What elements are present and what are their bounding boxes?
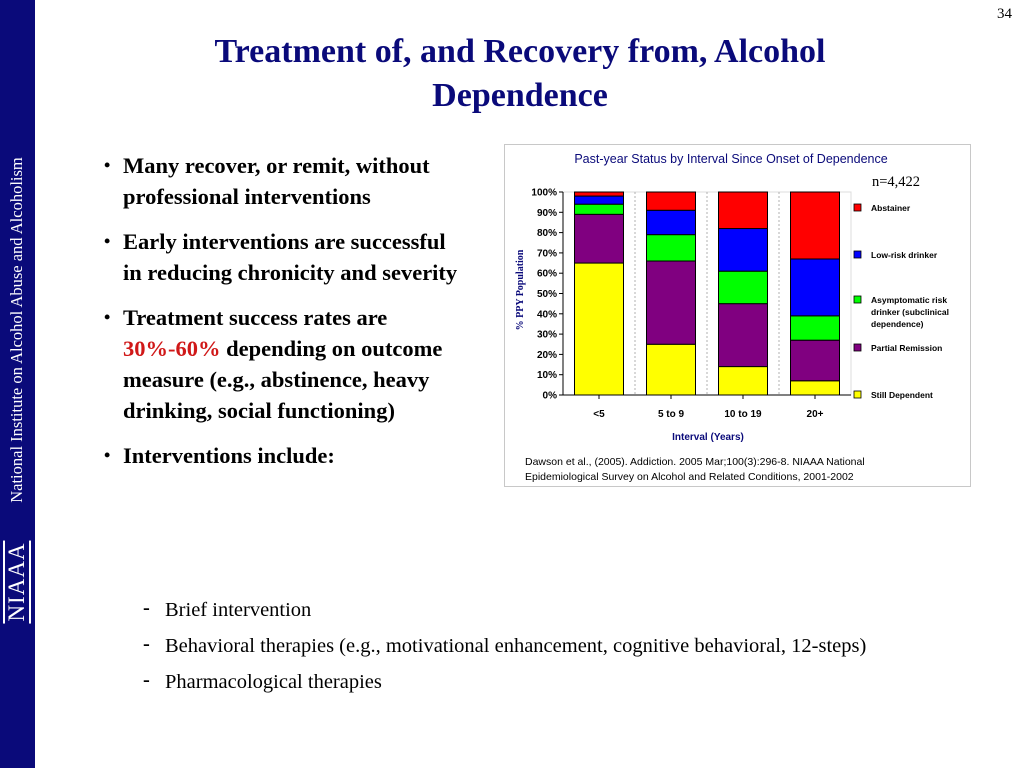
title-line-1: Treatment of, and Recovery from, Alcohol [214,33,826,70]
bar-segment [575,204,624,214]
bullet-dot-icon: • [104,155,111,175]
legend-swatch [854,251,861,258]
y-tick-label: 50% [536,289,557,300]
intervention-item [143,632,993,661]
bullet-item [100,302,470,426]
bullet-text-post: depending on outcome measure (e.g., abstinence, heavy drinking, social functioning) [123,336,443,423]
bar-segment [719,367,768,395]
bar-segment [791,340,840,381]
y-tick-label: 0% [542,390,557,402]
y-tick-label: 60% [536,268,557,280]
intervention-item [143,668,993,697]
dash-icon: - [143,633,150,655]
x-tick-label: 10 to 19 [724,409,762,420]
dash-icon: - [143,669,150,691]
x-tick-label: 5 to 9 [657,409,685,420]
bar-segment [719,192,768,229]
bar-segment [719,271,768,303]
bullet-text: Early interventions are successful in reducing chronicity and severity [123,229,458,285]
bar-segment [647,235,696,261]
bullet-dot-icon: • [104,231,111,251]
y-tick-label: 100% [531,187,557,199]
y-tick-label: 20% [536,349,557,361]
bullet-dot-icon: • [104,307,111,327]
title-line-2: Dependence [432,77,608,114]
bullet-item [100,150,470,212]
bullet-item [100,226,470,288]
bar-segment [647,210,696,234]
intervention-text: Brief intervention [165,599,312,621]
bar-segment [575,214,624,263]
y-tick-label: 80% [536,228,557,240]
slide-number: 34 [997,6,1012,22]
bullet-text-pre: Treatment success rates are [123,305,388,330]
citation [525,455,965,485]
legend-swatch [854,204,861,211]
success-rate-highlight: 30%-60% [123,336,221,361]
legend-swatch [854,344,861,351]
bar-segment [647,344,696,395]
citation-line-1: Dawson et al., (2005). Addiction. 2005 Mar;100(3):296-8. NIAAA National [525,456,865,468]
legend-label: drinker (subclinical [871,307,949,317]
bar-segment [575,192,624,196]
x-tick-label: <5 [593,409,605,420]
dash-icon: - [143,597,150,619]
bullet-item [100,440,470,471]
bullet-dot-icon: • [104,445,111,465]
chart-panel [504,144,971,487]
intervention-text: Pharmacological therapies [165,671,382,693]
legend-label: dependence) [871,319,924,329]
slide-title [60,30,980,118]
y-tick-label: 90% [536,207,557,219]
bar-segment [791,259,840,316]
y-tick-label: 70% [536,248,557,260]
bar-segment [791,381,840,395]
intervention-list [143,596,993,704]
x-tick-label: 20+ [806,409,824,420]
chart-legend [854,203,949,400]
organization-name: National Institute on Alcohol Abuse and Alcoholism [7,157,26,503]
stacked-bar-chart [505,145,970,450]
intervention-item [143,596,993,625]
y-tick-label: 10% [536,370,557,382]
sidebar [0,0,35,768]
bar-segment [791,192,840,259]
bullet-text: Interventions include: [123,443,335,468]
legend-label: Asymptomatic risk [871,295,948,305]
legend-label: Abstainer [871,203,911,213]
intervention-text: Behavioral therapies (e.g., motivational enhancement, cognitive behavioral, 12-steps) [165,635,867,657]
bar-segment [647,192,696,210]
y-axis-label: % PPY Population [515,249,526,331]
chart-title: Past-year Status by Interval Since Onset of Dependence [574,152,888,166]
bullet-text: Many recover, or remit, without professional interventions [123,153,430,209]
bar-segment [647,261,696,344]
sample-size-annotation: n=4,422 [871,174,920,190]
y-tick-label: 30% [536,329,557,341]
niaaa-logo: NIAAA [4,542,29,622]
legend-label: Still Dependent [871,390,933,400]
x-axis-label: Interval (Years) [672,432,744,443]
bar-segment [719,304,768,367]
legend-swatch [854,296,861,303]
bullet-list [100,150,470,485]
bar-segment [575,196,624,204]
bar-segment [719,229,768,272]
legend-swatch [854,391,861,398]
bar-segment [575,263,624,395]
citation-line-2: Epidemiological Survey on Alcohol and Related Conditions, 2001-2002 [525,471,854,483]
legend-label: Partial Remission [871,343,943,353]
bar-segment [791,316,840,340]
y-tick-label: 40% [536,309,557,321]
legend-label: Low-risk drinker [871,250,938,260]
